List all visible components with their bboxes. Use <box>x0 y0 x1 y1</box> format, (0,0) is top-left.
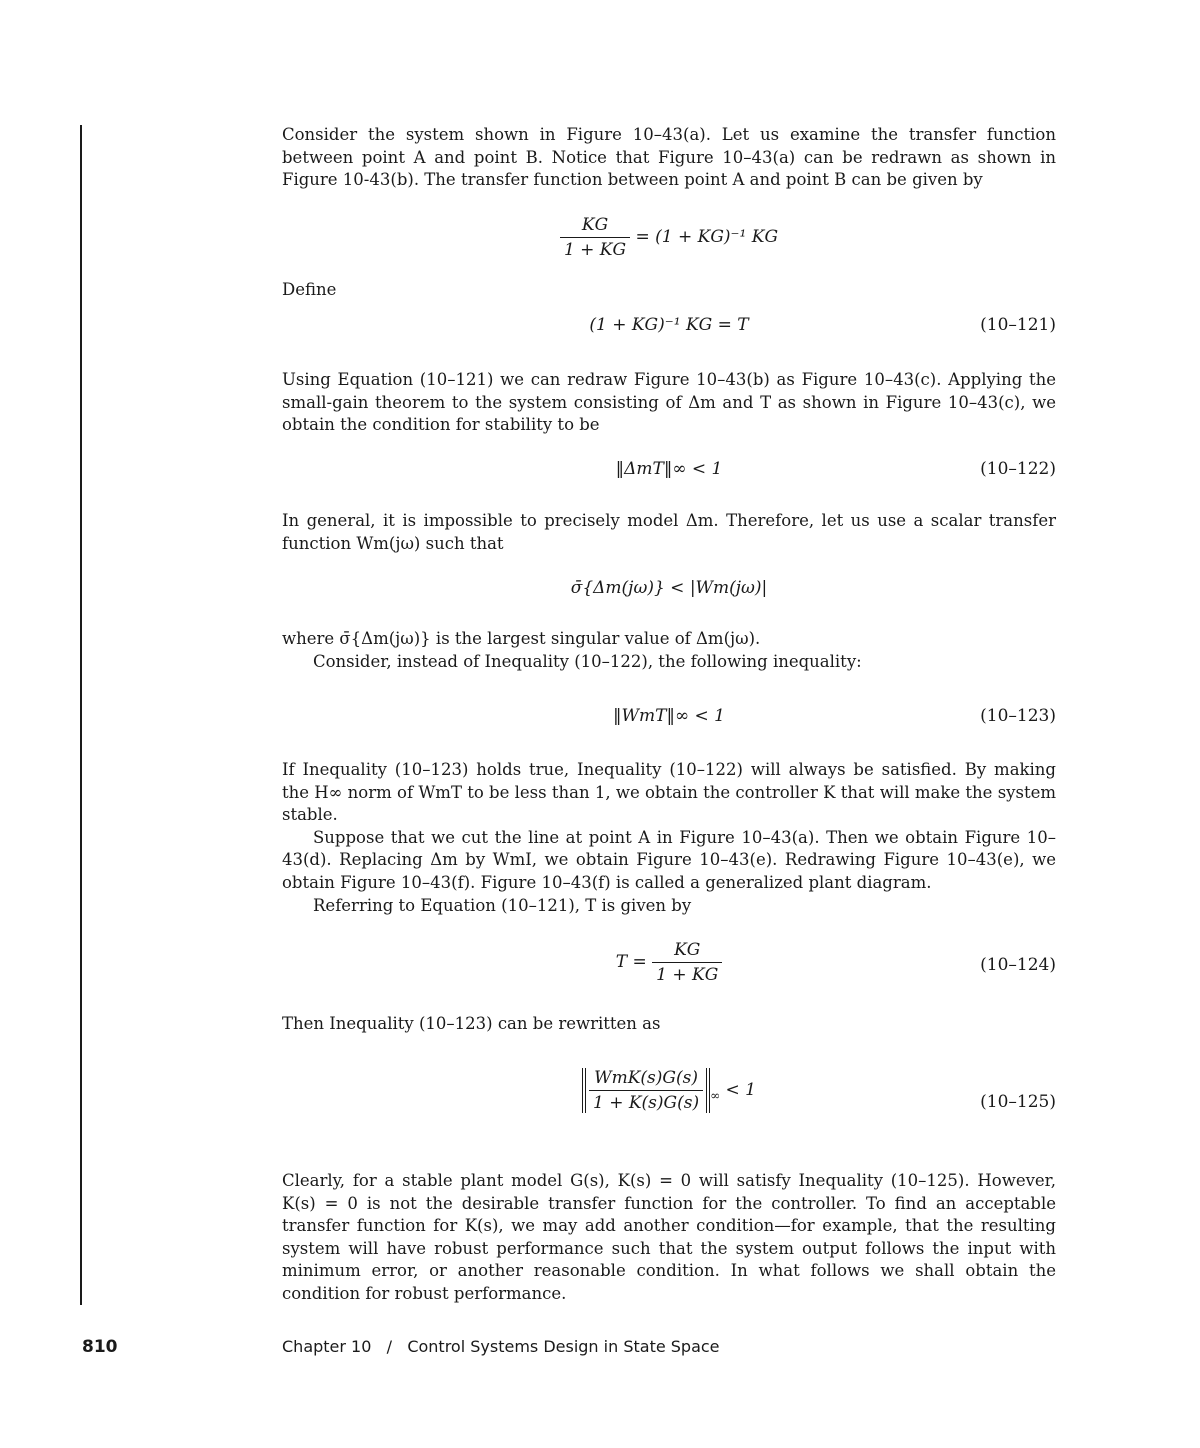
equation-10-123: ‖WmT‖∞ < 1 <box>613 706 725 726</box>
fraction: $\frac{KG}{1 + KG}$ <box>560 215 630 260</box>
paragraph-intro: Consider the system shown in Figure 10–43(a). Let us examine the transfer function between point A and point B. Notice that Figure 10–43(a) can be redrawn as shown in Figure 10-43(b). The transfer function between point A and point B can be given by <box>282 125 1056 190</box>
paragraph-hinf: If Inequality (10–123) holds true, Inequality (10–122) will always be satisfied. By making the H∞ norm of WmT to be less than 1, we obtain the controller K that will make the system stable. Suppose that we cut the line at point A in Figure 10–43(a). Then we obtain Figure 10–43(d). Replacing Δm by WmI, we obtain Figure 10–43(e). Redrawing Figure 10–43(e), we obtain Figure 10–43(f). Figure 10–43(f) is called a generalized plant diagram. Referring to Equation (10–121), T is given by <box>282 760 1056 915</box>
equation-10-122: ‖ΔmT‖∞ < 1 <box>615 459 723 479</box>
define-label: Define <box>282 280 337 299</box>
equation-rhs: = (1 + KG)⁻¹ KG <box>635 227 779 247</box>
page-number: 810 <box>82 1337 118 1357</box>
equation-number-122: (10–122) <box>980 459 1056 479</box>
paragraph-singular: where σ̄{Δm(jω)} is the largest singular value of Δm(jω). Consider, instead of Inequality (10–122), the following inequality: <box>282 629 862 671</box>
equation-transfer-function <box>282 215 1056 260</box>
paragraph-rewritten: Then Inequality (10–123) can be rewritten as <box>282 1014 661 1033</box>
equation-10-125: $\frac{\text{WmK(s)G(s)}}{1 + K(s)G(s)}$ $_\infty$ < 1 <box>282 1068 1056 1113</box>
norm-bars <box>582 1068 710 1113</box>
running-footer: Chapter 10 / Control Systems Design in State Space <box>282 1337 720 1356</box>
margin-rule <box>80 125 82 1305</box>
equation-10-121: (1 + KG)⁻¹ KG = T <box>589 315 749 335</box>
equation-number-123: (10–123) <box>980 706 1056 726</box>
paragraph-clearly: Clearly, for a stable plant model G(s), K(s) = 0 will satisfy Inequality (10–125). However, K(s) = 0 is not the desirable transfer function for the controller. To find an acceptable transfer function for K(s), we may add another condition—for example, that the resulting system will have robust performance such that the system output follows the input with minimum error, or another reasonable condition. In what follows we shall obtain the condition for robust performance. <box>282 1171 1056 1303</box>
equation-sigma: σ̄{Δm(jω)} < |Wm(jω)| <box>570 578 768 598</box>
equation-number-121: (10–121) <box>980 315 1056 335</box>
fraction: $\frac{\text{WmK(s)G(s)}}{1 + K(s)G(s)}$ <box>589 1068 703 1113</box>
equation-number-125: (10–125) <box>980 1092 1056 1112</box>
paragraph-general: In general, it is impossible to precisely model Δm. Therefore, let us use a scalar transfer function Wm(jω) such that <box>282 511 1056 553</box>
fraction: $\frac{KG}{1 + KG}$ <box>652 940 722 985</box>
paragraph-small-gain: Using Equation (10–121) we can redraw Figure 10–43(b) as Figure 10–43(c). Applying the small-gain theorem to the system consisting of Δm and T as shown in Figure 10–43(c), we obtain the condition for stability to be <box>282 370 1056 435</box>
equation-number-124: (10–124) <box>980 955 1056 975</box>
equation-10-124: T = $\frac{KG}{1 + KG}$ <box>282 940 1056 985</box>
